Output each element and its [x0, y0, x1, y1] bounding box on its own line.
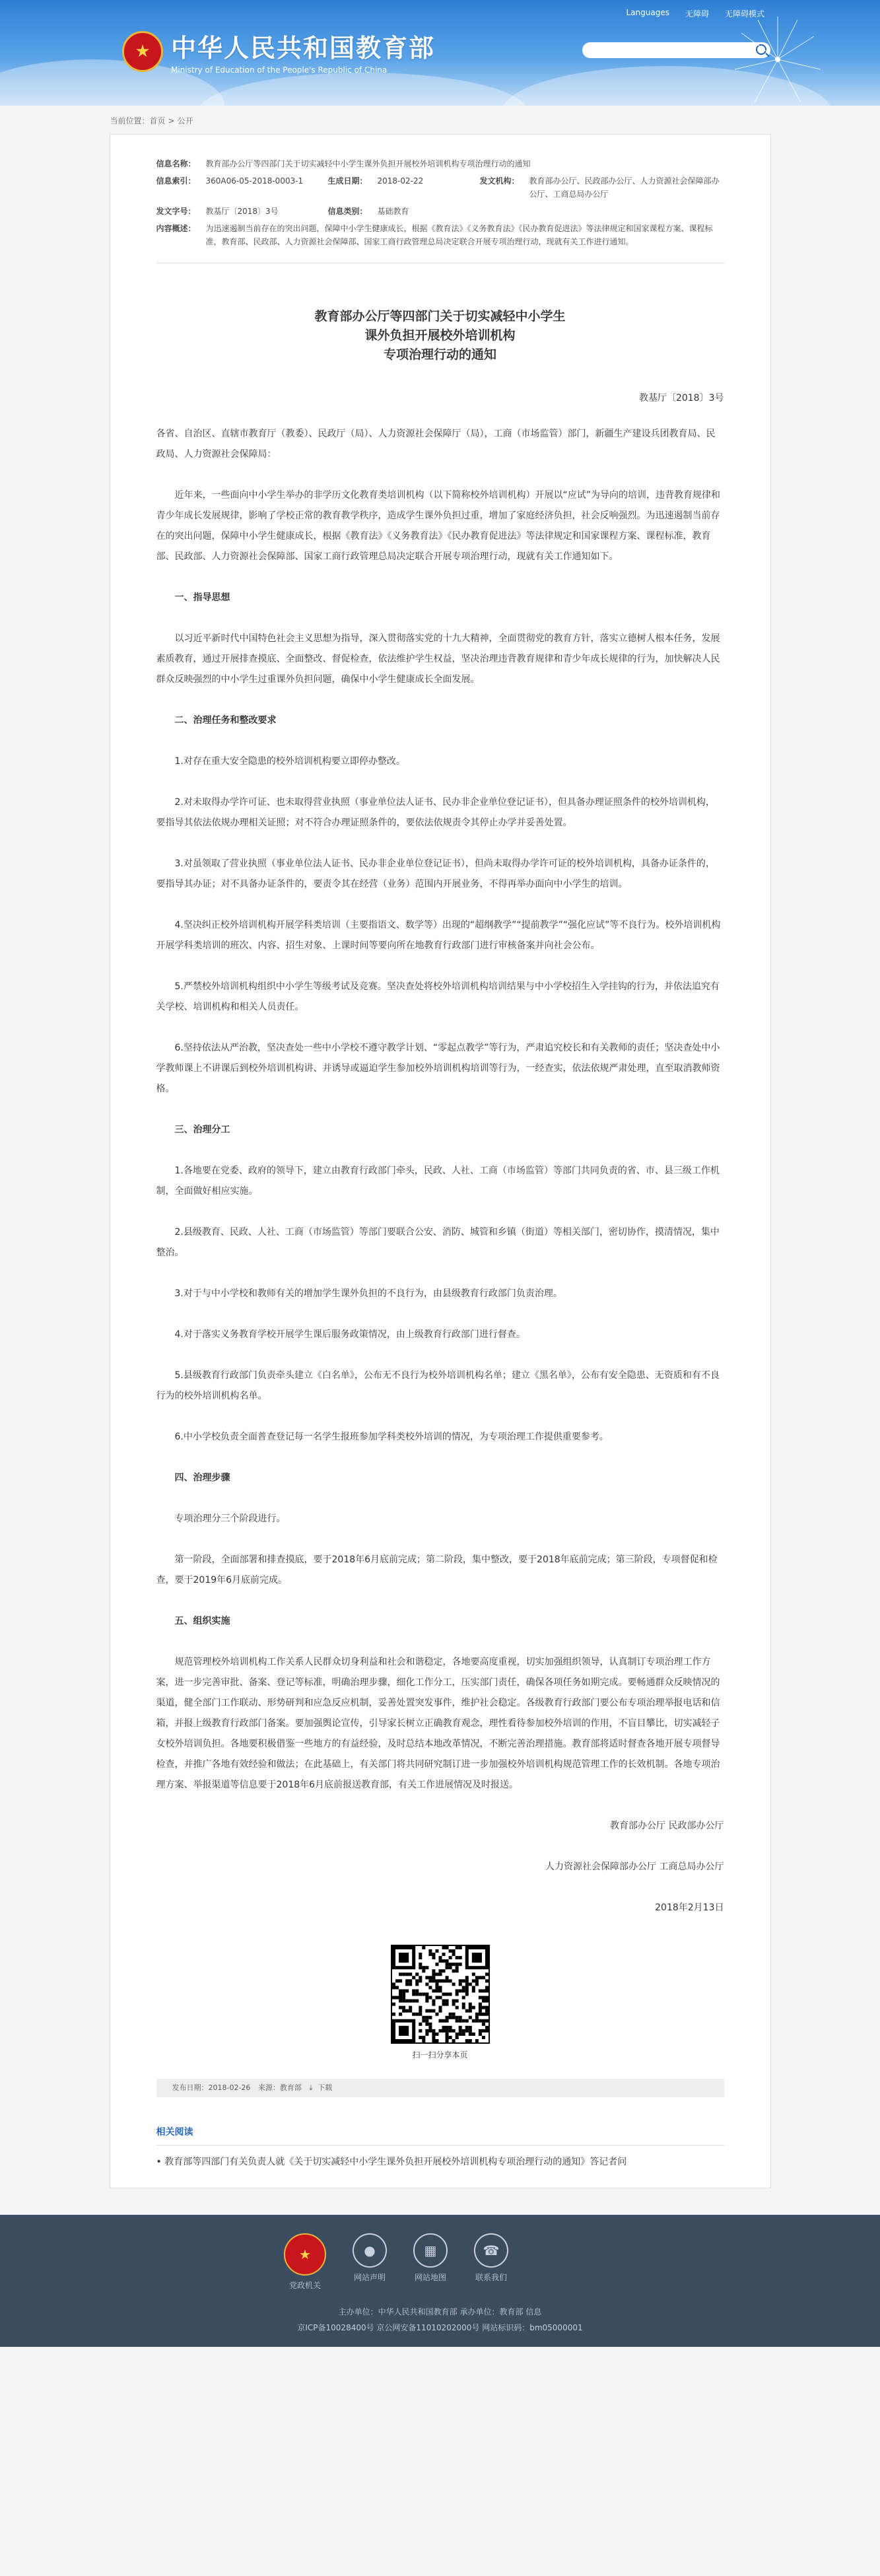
meta-code-value: 360A06-05-2018-0003-1: [205, 176, 304, 186]
user-icon: ●: [353, 2233, 387, 2268]
footer-link-sitemap[interactable]: [413, 2233, 448, 2291]
meta-label: 生成日期：: [327, 176, 368, 186]
body-paragraph: 3.对于与中小学校和教师有关的增加学生课外负担的不良行为，由县级教育行政部门负责治理。: [174, 1288, 562, 1299]
meta-category-value: 基础教育: [377, 207, 409, 216]
title-line: 课外负担开展校外培训机构: [364, 328, 516, 343]
footer-link-statement[interactable]: [353, 2233, 387, 2291]
footer-icp: 京ICP备10028400号 京公网安备11010202000号 网站标识码：bm05000001: [297, 2323, 583, 2332]
body-paragraph: 5.严禁校外培训机构组织中小学生等级考试及竞赛。坚决查处将校外培训机构培训结果与中小学校招生入学挂钩的行为，并依法追究有关学校、培训机构和相关人员责任。: [156, 981, 720, 1012]
body-paragraph: 6.坚持依法从严治教，坚决查处一些中小学校不遵守教学计划、“零起点教学”等行为，严肃追究校长和有关教师的责任；坚决查处中小学教师课上不讲课后到校外培训机构讲、并诱导或逼迫学生参加校外培训机构培训等行为，一经查实，依法依规严肃处理，直至取消教师资格。: [156, 1043, 720, 1094]
publish-bar: [156, 2079, 724, 2097]
link-languages[interactable]: Languages: [626, 8, 669, 17]
breadcrumb-home[interactable]: 首页: [149, 116, 166, 125]
dandelion-decoration: [728, 10, 827, 106]
article-title: [110, 307, 770, 365]
section-heading: 二、治理任务和整改要求: [174, 715, 277, 726]
meta-org-value: 教育部办公厅、民政部办公厅、人力资源社会保障部办公厅、工商总局办公厅: [529, 176, 720, 199]
info-meta-table: [156, 157, 724, 263]
section-heading: 五、组织实施: [174, 1616, 230, 1626]
meta-label: 发文字号：: [156, 207, 196, 216]
body-paragraph: 专项治理分三个阶段进行。: [174, 1514, 286, 1524]
related-item[interactable]: • 教育部等四部门有关负责人就《关于切实减轻中小学生课外负担开展校外培训机构专项治理行动的通知》答记者问: [156, 2157, 627, 2167]
section-heading: 一、指导思想: [174, 592, 230, 603]
publish-date: 发布日期：2018-02-26: [172, 2083, 251, 2092]
sitemap-icon: ▦: [413, 2233, 448, 2268]
meta-summary-value: 为迅速遏制当前存在的突出问题，保障中小学生健康成长，根据《教育法》《义务教育法》《民办教育促进法》等法律规定和国家课程方案、课程标准，教育部、民政部、人力资源社会保障部、国家工商行政管理总局决定联合开展专项治理行动，现就有关工作进行通知。: [205, 224, 713, 246]
link-accessibility[interactable]: 无障碍: [685, 9, 709, 18]
body-paragraph: 4.坚决纠正校外培训机构开展学科类培训（主要指语文、数学等）出现的“超纲教学”“提前教学”“强化应试”等不良行为。校外培训机构开展学科类培训的班次、内容、招生对象、上课时间等要向所在地教育行政部门进行审核备案并向社会公布。: [156, 920, 721, 951]
site-logo[interactable]: [122, 28, 435, 75]
meta-name-value: 教育部办公厅等四部门关于切实减轻中小学生课外负担开展校外培训机构专项治理行动的通知: [205, 159, 531, 168]
footer-link-label: 网站地图: [414, 2273, 446, 2282]
badge-label: 党政机关: [288, 2281, 321, 2290]
qr-caption: 扫一扫分享本页: [412, 2050, 468, 2060]
national-emblem-icon: ★: [122, 31, 163, 72]
related-title: 相关阅读: [156, 2125, 724, 2145]
qr-share: [110, 1945, 770, 2060]
title-line: 专项治理行动的通知: [383, 347, 496, 362]
body-paragraph: 4.对于落实义务教育学校开展学生课后服务政策情况，由上级教育行政部门进行督查。: [174, 1329, 525, 1340]
body-paragraph: 6.中小学校负责全面普查登记每一名学生报班参加学科类校外培训的情况，为专项治理工作提供重要参考。: [174, 1432, 609, 1442]
site-title: 中华人民共和国教育部: [171, 34, 436, 63]
site-subtitle: Ministry of Education of the People's Republic of China: [171, 65, 388, 75]
breadcrumb-section[interactable]: 公开: [177, 116, 193, 125]
footer-link-label: 网站声明: [353, 2273, 386, 2282]
meta-label: 内容概述：: [156, 224, 196, 233]
breadcrumb-prefix: 当前位置：: [110, 116, 150, 125]
article-page: [110, 134, 771, 2188]
signature-line: 2018年2月13日: [655, 1902, 724, 1913]
article-body: [156, 424, 724, 1918]
body-paragraph: 2.对未取得办学许可证、也未取得营业执照（事业单位法人证书、民办非企业单位登记证书），但具备办理证照条件的校外培训机构，要指导其依法依规办理相关证照；对不符合办理证照条件的，要依法依规责令其停止办学并妥善处置。: [156, 797, 715, 828]
body-paragraph: 2.县级教育、民政、人社、工商（市场监管）等部门要联合公安、消防、城管和乡镇（街道）等相关部门，密切协作，摸清情况，集中整治。: [156, 1227, 720, 1258]
body-paragraph: 规范管理校外培训机构工作关系人民群众切身利益和社会和谐稳定，各地要高度重视，切实加强组织领导，认真制订专项治理工作方案，进一步完善审批、备案、登记等标准，明确治理步骤，细化工作分工，压实部门责任，确保各项任务如期完成。要畅通群众反映情况的渠道，健全部门工作联动、形势研判和应急反应机制，妥善处置突发事件，维护社会稳定。各级教育行政部门要公布专项治理举报电话和信箱，并报上级教育行政部门备案。要加强舆论宣传，引导家长树立正确教育观念，理性看待参加校外培训的作用，不盲目攀比，切实减轻子女校外培训负担。各地要积极借鉴一些地方的有益经验，及时总结本地改革情况，不断完善治理措施。教育部将适时督查各地开展专项督导检查，并推广各地有效经验和做法；在此基础上，有关部门将共同研究制订进一步加强校外培训机构规范管理工作的长效机制。各地专项治理方案、举报渠道等信息要于2018年6月底前报送教育部，有关工作进展情况及时报送。: [156, 1657, 720, 1790]
meta-docnum-value: 教基厅〔2018〕3号: [205, 207, 279, 216]
site-header: [0, 0, 880, 106]
section-heading: 三、治理分工: [174, 1125, 230, 1135]
body-paragraph: 以习近平新时代中国特色社会主义思想为指导，深入贯彻落实党的十九大精神，全面贯彻党的教育方针，落实立德树人根本任务，发展素质教育，通过开展排查摸底、全面整改、督促检查，依法维护学生权益，坚决治理违背教育规律和青少年成长规律的行为，加快解决人民群众反映强烈的中小学生过重课外负担问题，确保中小学生健康成长全面发展。: [156, 633, 720, 685]
download-link[interactable]: 下载: [318, 2083, 333, 2092]
body-paragraph: 1.各地要在党委、政府的领导下，建立由教育行政部门牵头，民政、人社、工商（市场监管）等部门共同负责的省、市、县三级工作机制，全面做好相应实施。: [156, 1166, 720, 1197]
document-number: 教基厅〔2018〕3号: [638, 393, 724, 403]
site-footer: [0, 2215, 880, 2347]
body-paragraph: 3.对虽领取了营业执照（事业单位法人证书、民办非企业单位登记证书），但尚未取得办学许可证的校外培训机构，具备办证条件的，要指导其办证；对不具备办证条件的，要责令其在经营（业务）范围内开展业务，不得再举办面向中小学生的培训。: [156, 858, 715, 889]
breadcrumb: 当前位置：首页 > 公开: [110, 116, 193, 125]
related-item-text[interactable]: 教育部等四部门有关负责人就《关于切实减轻中小学生课外负担开展校外培训机构专项治理行动的通知》答记者问: [164, 2157, 627, 2167]
body-paragraph: 近年来，一些面向中小学生举办的非学历文化教育类培训机构（以下简称校外培训机构）开展以“应试”为导向的培训，违背教育规律和青少年成长发展规律，影响了学校正常的教育教学秩序，造成学生课外负担过重，增加了家庭经济负担，社会反响强烈。为迅速遏制当前存在的突出问题，保障中小学生健康成长，根据《教育法》《义务教育法》《民办教育促进法》等法律规定和国家课程方案、课程标准，教育部、民政部、人力资源社会保障部、国家工商行政管理总局决定联合开展专项治理行动，现就有关工作通知如下。: [156, 490, 721, 562]
signature-line: 人力资源社会保障部办公厅 工商总局办公厅: [545, 1862, 724, 1872]
meta-date-value: 2018-02-22: [377, 176, 424, 186]
footer-link-label: 联系我们: [475, 2273, 507, 2282]
phone-icon: ☎: [474, 2233, 508, 2268]
body-paragraph: 1.对存在重大安全隐患的校外培训机构要立即停办整改。: [174, 756, 405, 767]
body-paragraph: 各省、自治区、直辖市教育厅（教委）、民政厅（局）、人力资源社会保障厅（局），工商（市场监管）部门，新疆生产建设兵团教育局、民政局、人力资源社会保障局：: [156, 429, 716, 460]
emblem-icon: ★: [284, 2233, 326, 2276]
publish-source: 来源：教育部: [257, 2083, 302, 2092]
body-paragraph: 第一阶段，全面部署和排查摸底，要于2018年6月底前完成；第二阶段，集中整改，要于2018年底前完成；第三阶段，专项督促和检查，要于2019年6月底前完成。: [156, 1554, 718, 1585]
meta-label: 信息索引：: [156, 176, 196, 186]
footer-sponsor: 主办单位：中华人民共和国教育部 承办单位：教育部 信息: [338, 2307, 542, 2316]
signature-line: 教育部办公厅 民政部办公厅: [610, 1821, 724, 1831]
meta-label: 发文机构：: [479, 176, 520, 186]
related-reading: [156, 2125, 724, 2168]
download-icon[interactable]: ⤓: [309, 2083, 313, 2092]
meta-label: 信息类别：: [327, 207, 368, 216]
meta-label: 信息名称：: [156, 159, 196, 168]
footer-link-contact[interactable]: [474, 2233, 508, 2291]
body-paragraph: 5.县级教育行政部门负责牵头建立《白名单》，公布无不良行为校外培训机构名单；建立《黑名单》，公布有安全隐患、无资质和有不良行为的校外培训机构名单。: [156, 1370, 720, 1401]
header-cloud: [198, 73, 528, 106]
party-gov-badge[interactable]: [284, 2233, 326, 2291]
link-accessibility-mode[interactable]: 无障碍模式: [724, 9, 764, 18]
title-line: 教育部办公厅等四部门关于切实减轻中小学生: [314, 309, 566, 324]
section-heading: 四、治理步骤: [174, 1473, 230, 1483]
qr-code-icon[interactable]: [391, 1945, 490, 2044]
